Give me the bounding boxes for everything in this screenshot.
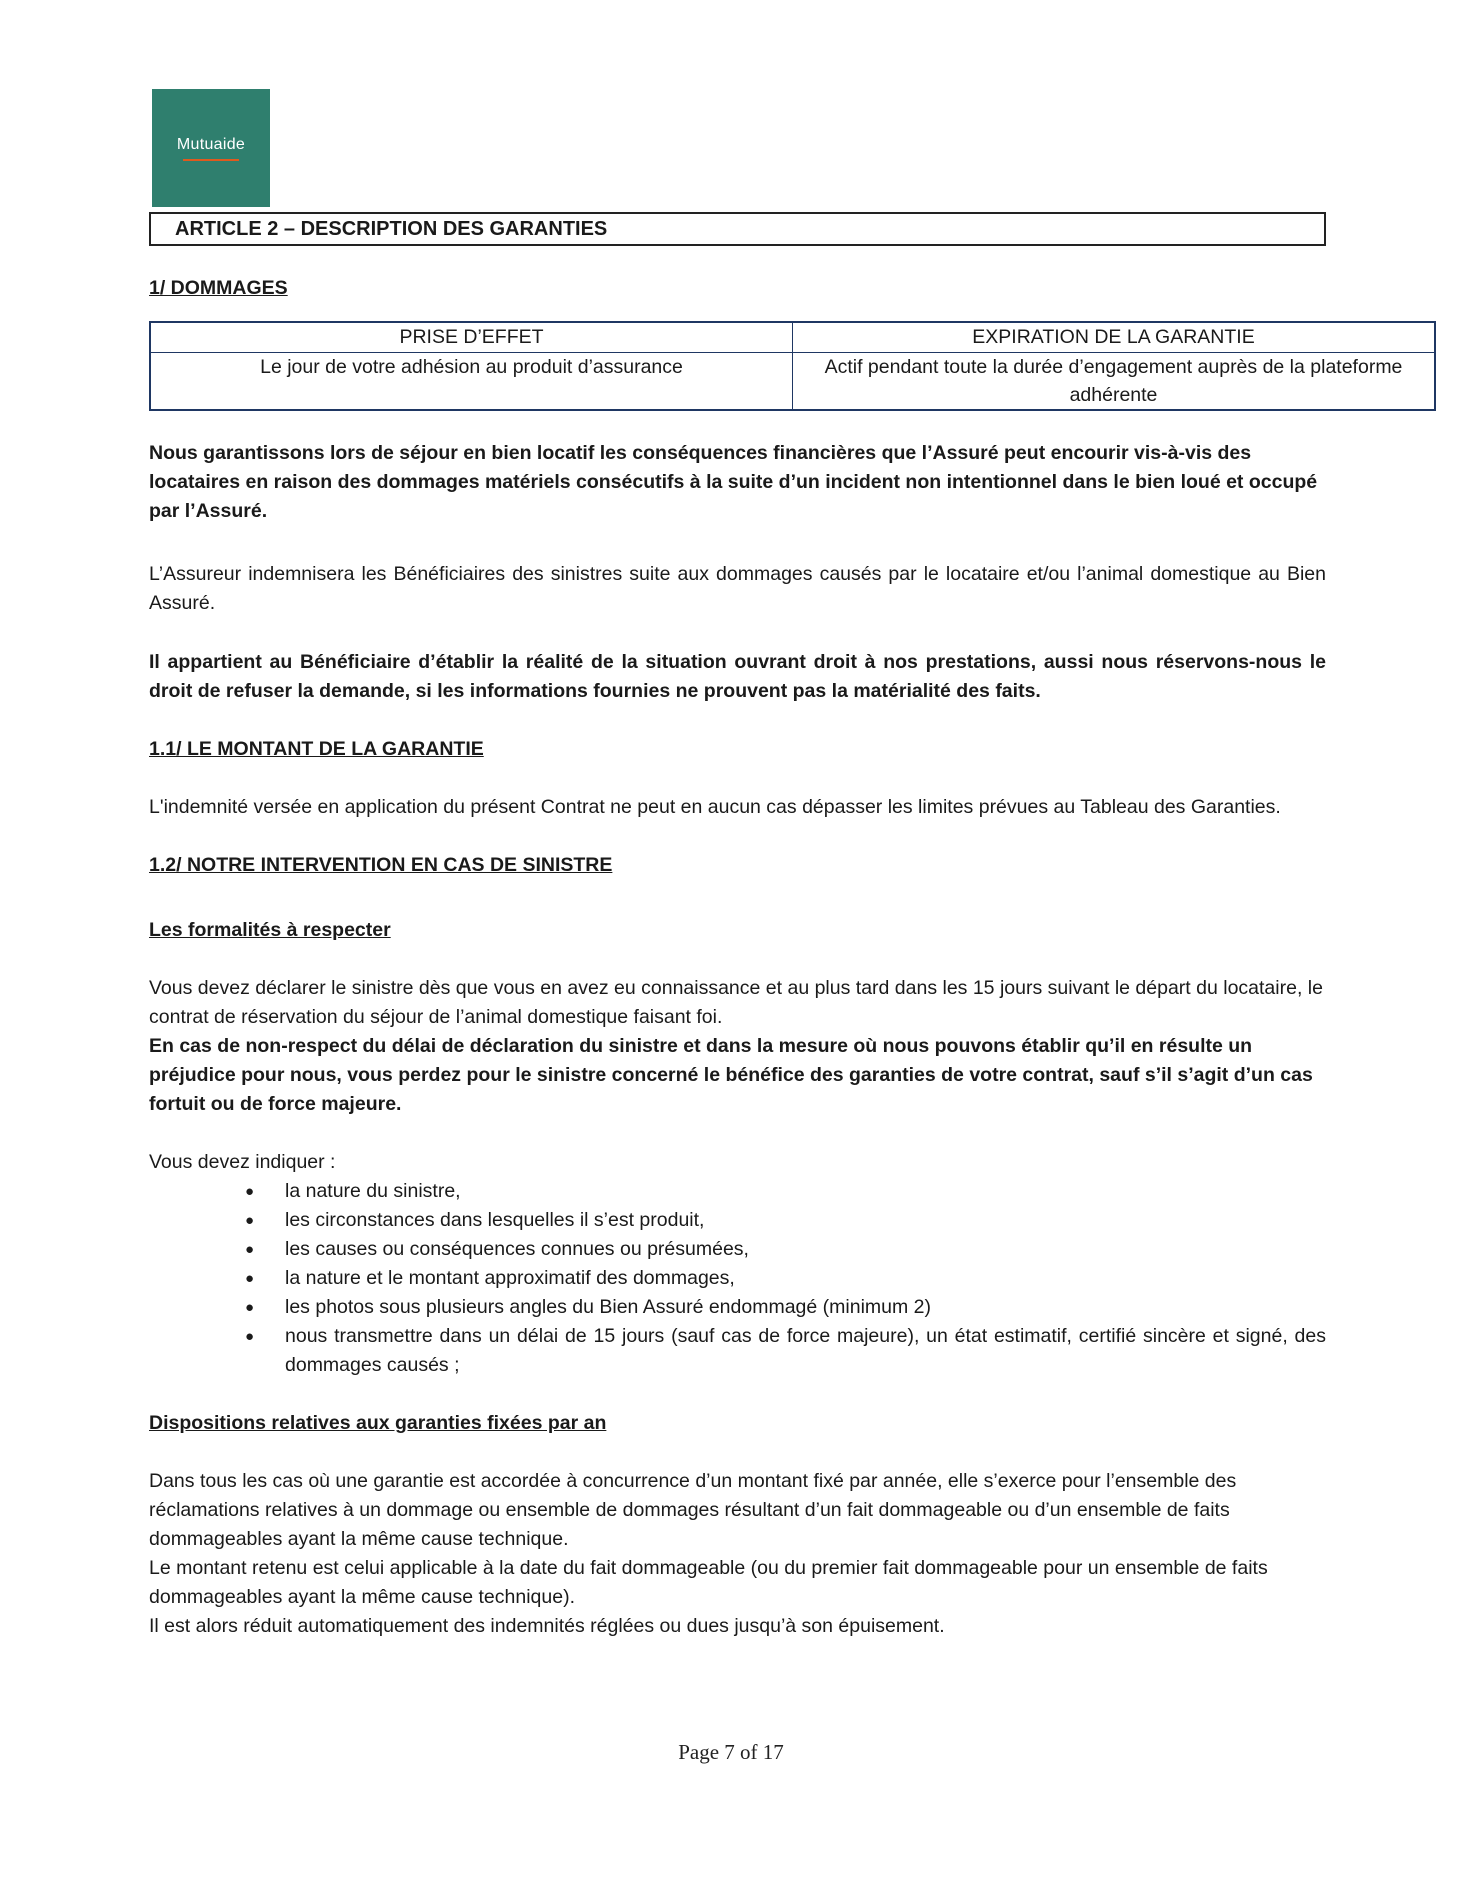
effect-table — [149, 321, 1436, 411]
section-heading-intervention: 1.2/ NOTRE INTERVENTION EN CAS DE SINISTRE — [149, 854, 613, 876]
subheading-dispositions: Dispositions relatives aux garanties fixées par an — [149, 1412, 607, 1434]
paragraph-montant-retenu: Le montant retenu est celui applicable à la date du fait dommageable (ou du premier fait dommageable pour un ensemble de faits dommageables ayant la même cause technique). — [149, 1557, 1268, 1608]
paragraph-reduction: Il est alors réduit automatiquement des indemnités réglées ou dues jusqu’à son épuisement. — [149, 1615, 945, 1637]
subheading-formalites: Les formalités à respecter — [149, 919, 391, 941]
list-item: ● les photos sous plusieurs angles du Bien Assuré endommagé (minimum 2) — [285, 1293, 1326, 1322]
mutuaide-logo — [152, 89, 270, 207]
section-heading-dommages: 1/ DOMMAGES — [149, 277, 288, 299]
paragraph-assureur: L’Assureur indemnisera les Bénéficiaires des sinistres suite aux dommages causés par le locataire et/ou l’animal domestique au Bien Assuré. — [149, 563, 1326, 614]
table-header-expiration: EXPIRATION DE LA GARANTIE — [793, 322, 1436, 353]
table-cell-prise-effet: Le jour de votre adhésion au produit d’assurance — [150, 353, 793, 411]
list-item: ● nous transmettre dans un délai de 15 jours (sauf cas de force majeure), un état estimatif, certifié sincère et signé, des dommages causés ; — [285, 1322, 1326, 1380]
document-body — [149, 212, 1403, 1641]
page-number: Page 7 of 17 — [678, 1740, 784, 1764]
paragraph-non-respect: En cas de non-respect du délai de déclaration du sinistre et dans la mesure où nous pouvons établir qu’il en résulte un préjudice pour nous, vous perdez pour le sinistre concerné le bénéfice des garanties de votre contrat, sauf s’il s’agit d’un cas fortuit ou de force majeure. — [149, 1035, 1313, 1115]
logo-underline — [183, 159, 239, 161]
article-title: ARTICLE 2 – DESCRIPTION DES GARANTIES — [149, 212, 1326, 246]
paragraph-garantie: Nous garantissons lors de séjour en bien locatif les conséquences financières que l’Assuré peut encourir vis-à-vis des locataires en raison des dommages matériels consécutifs à la suite d’un incident non intentionnel dans le bien loué et occupé par l’Assuré. — [149, 442, 1318, 522]
paragraph-beneficiaire: Il appartient au Bénéficiaire d’établir la réalité de la situation ouvrant droit à nos prestations, aussi nous réservons-nous le droit de refuser la demande, si les informations fournies ne prouvent pas la matérialité des faits. — [149, 651, 1326, 702]
table-cell-expiration: Actif pendant toute la durée d’engagement auprès de la plateforme adhérente — [793, 353, 1436, 411]
paragraph-declaration: Vous devez déclarer le sinistre dès que vous en avez eu connaissance et au plus tard dans les 15 jours suivant le départ du locataire, le contrat de réservation du séjour de l’animal domestique faisant foi. — [149, 977, 1323, 1028]
list-item: ● les circonstances dans lesquelles il s’est produit, — [285, 1206, 1326, 1235]
paragraph-indemnite: L'indemnité versée en application du présent Contrat ne peut en aucun cas dépasser les limites prévues au Tableau des Garanties. — [149, 796, 1281, 818]
section-heading-montant: 1.1/ LE MONTANT DE LA GARANTIE — [149, 738, 484, 760]
list-item: ● les causes ou conséquences connues ou présumées, — [285, 1235, 1326, 1264]
list-item: ● la nature et le montant approximatif des dommages, — [285, 1264, 1326, 1293]
logo-text: Mutuaide — [176, 135, 246, 153]
required-info-list — [149, 1177, 1326, 1380]
paragraph-dispositions: Dans tous les cas où une garantie est accordée à concurrence d’un montant fixé par année, elle s’exerce pour l’ensemble des réclamations relatives à un dommage ou ensemble de dommages résultant d’un fait dommageable ou d’un ensemble de faits dommageables ayant la même cause technique. — [149, 1470, 1237, 1550]
table-header-prise-effet: PRISE D’EFFET — [150, 322, 793, 353]
label-vous-devez-indiquer: Vous devez indiquer : — [149, 1151, 336, 1173]
list-item: ● la nature du sinistre, — [285, 1177, 1326, 1206]
